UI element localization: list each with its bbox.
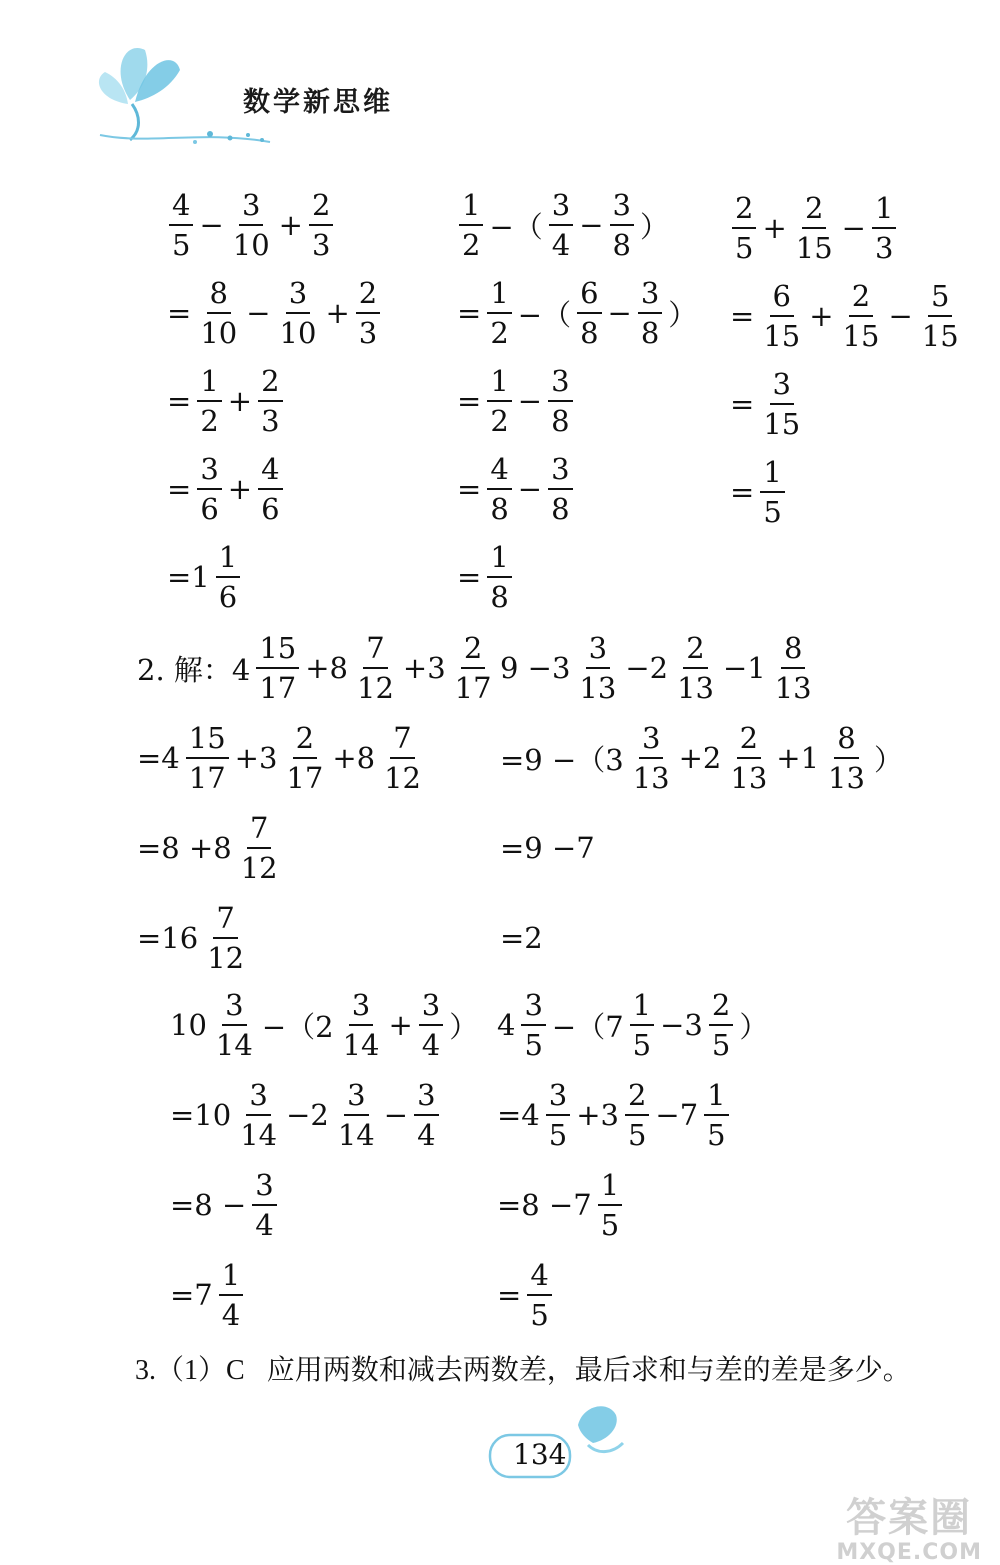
fraction-denominator: 15 <box>921 318 959 353</box>
fraction-numerator: 4 <box>258 455 282 490</box>
fraction-denominator: 15 <box>763 406 801 441</box>
fraction <box>487 363 511 438</box>
fraction-denominator: 14 <box>342 1027 380 1062</box>
expression-text: =16 <box>137 921 199 955</box>
expression-line <box>168 1077 443 1152</box>
expression-line <box>168 987 480 1062</box>
fraction-numerator: 1 <box>598 1171 622 1206</box>
expression-text: + <box>227 472 253 506</box>
fraction-denominator: 13 <box>730 760 768 795</box>
fraction <box>872 190 896 265</box>
expression-text: +3 <box>576 1098 619 1132</box>
fraction-denominator: 5 <box>735 230 754 265</box>
fraction-denominator: 14 <box>215 1027 253 1062</box>
expression-text: − <box>383 1098 409 1132</box>
fraction-numerator: 1 <box>487 543 511 578</box>
fraction-denominator: 8 <box>551 403 570 438</box>
fraction <box>548 363 572 438</box>
question-3-text: 应用两数和减去两数差，最后求和与差的差是多少。 <box>266 1355 911 1386</box>
fraction-denominator: 8 <box>490 491 509 526</box>
fraction-denominator: 17 <box>188 760 226 795</box>
fraction-denominator: 13 <box>632 760 670 795</box>
fraction-numerator: 2 <box>737 724 761 759</box>
fraction <box>709 987 733 1062</box>
expression-text: = <box>457 384 482 418</box>
fraction-numerator: 3 <box>344 1081 368 1116</box>
fraction <box>825 720 868 795</box>
expression-text: +8 <box>305 651 348 685</box>
fraction-denominator: 8 <box>580 315 599 350</box>
fraction <box>230 187 273 262</box>
expression-text: + <box>762 211 787 245</box>
expression-line <box>495 1257 556 1332</box>
fraction-numerator: 1 <box>487 279 511 314</box>
expression-text: =10 <box>170 1098 232 1132</box>
fraction-denominator: 8 <box>551 491 570 526</box>
fraction-numerator: 4 <box>527 1261 551 1296</box>
expression-line <box>455 451 577 526</box>
fraction-denominator: 5 <box>524 1027 543 1062</box>
fraction <box>919 278 962 353</box>
fraction-denominator: 2 <box>490 403 509 438</box>
fraction-numerator: 6 <box>770 282 794 317</box>
expression-text: 10 <box>170 1008 207 1042</box>
fraction-denominator: 4 <box>417 1117 436 1152</box>
fraction <box>772 630 815 705</box>
fraction <box>625 1077 649 1152</box>
expression-text: − <box>517 384 543 418</box>
expression-line <box>728 278 966 353</box>
expression-text: ） <box>668 297 698 332</box>
fraction <box>840 278 883 353</box>
expression-line <box>168 1167 281 1242</box>
fraction <box>459 187 483 262</box>
fraction-numerator: 1 <box>760 458 784 493</box>
fraction-numerator: 3 <box>197 455 221 490</box>
fraction <box>258 363 282 438</box>
fraction-denominator: 12 <box>207 940 245 975</box>
fraction-denominator: 2 <box>462 227 481 262</box>
fraction-denominator: 15 <box>763 318 801 353</box>
fraction-numerator: 2 <box>709 991 733 1026</box>
fraction <box>381 720 424 795</box>
expression-text: +1 <box>776 741 820 775</box>
expression-text: + <box>227 384 253 418</box>
fraction-denominator: 17 <box>259 670 297 705</box>
fraction-numerator: 1 <box>219 1261 243 1296</box>
expression-text: =4 <box>137 741 180 775</box>
expression-text: − <box>579 208 604 242</box>
fraction-numerator: 3 <box>521 991 545 1026</box>
expression-text: =4 <box>497 1098 540 1132</box>
fraction-denominator: 4 <box>421 1027 441 1062</box>
fraction-denominator: 10 <box>232 227 270 262</box>
expression-text: +3 <box>402 651 446 685</box>
expression-text: =7 <box>170 1278 213 1312</box>
fraction <box>238 810 281 885</box>
expression-line <box>165 451 287 526</box>
expression-text: 9 −3 <box>500 651 571 685</box>
fraction-numerator: 3 <box>286 279 310 314</box>
fraction-denominator: 5 <box>763 494 782 529</box>
expression-text: +2 <box>678 741 722 775</box>
expression-line <box>728 454 789 529</box>
expression-line <box>135 900 251 975</box>
fraction-numerator: 1 <box>872 194 896 229</box>
fraction-denominator: 13 <box>677 670 714 705</box>
fraction-denominator: 5 <box>600 1207 620 1242</box>
expression-text: ） <box>739 1009 769 1044</box>
expression-text: + <box>325 296 350 330</box>
expression-line <box>135 630 499 705</box>
fraction <box>576 630 619 705</box>
expression-text: + <box>388 1008 413 1042</box>
expression-text: −7 <box>655 1098 699 1132</box>
fraction-numerator: 2 <box>849 282 873 317</box>
expression-line <box>135 720 428 795</box>
expression-text: − <box>199 208 224 242</box>
expression-text: =2 <box>500 921 543 955</box>
fraction <box>487 539 511 614</box>
watermark-text: 答案圈 <box>846 1495 973 1541</box>
fraction <box>487 451 511 526</box>
fraction <box>527 1257 551 1332</box>
fraction-denominator: 2 <box>490 315 509 350</box>
expression-line <box>455 275 699 350</box>
fraction-denominator: 14 <box>240 1117 278 1152</box>
fraction <box>237 1077 280 1152</box>
expression-text: = <box>457 560 482 594</box>
fraction <box>577 275 601 350</box>
fraction-denominator: 2 <box>200 403 219 438</box>
expression-text: = <box>497 1278 522 1312</box>
expression-text: − <box>888 299 913 333</box>
fraction <box>169 187 193 262</box>
fraction-denominator: 14 <box>337 1117 375 1152</box>
fraction-numerator: 2 <box>461 634 485 669</box>
expression-line <box>455 539 516 614</box>
expression-text: − <box>607 296 632 330</box>
fraction-numerator: 4 <box>169 191 193 226</box>
fraction-denominator: 4 <box>551 227 571 262</box>
fraction <box>548 451 572 526</box>
fraction-denominator: 5 <box>548 1117 568 1152</box>
fraction-denominator: 3 <box>261 403 280 438</box>
fraction <box>704 1077 728 1152</box>
expression-line <box>498 720 905 795</box>
fraction-denominator: 12 <box>384 760 421 795</box>
fraction-denominator: 12 <box>357 670 394 705</box>
fraction-numerator: 1 <box>197 367 221 402</box>
watermark-url: MXQE.COM <box>836 1540 982 1565</box>
fraction-denominator: 13 <box>828 760 865 795</box>
fraction-numerator: 3 <box>638 279 662 314</box>
fraction <box>356 275 380 350</box>
fraction-denominator: 3 <box>311 227 331 262</box>
fraction-numerator: 3 <box>222 991 246 1026</box>
fraction <box>197 275 240 350</box>
fraction-numerator: 2 <box>309 191 333 226</box>
expression-line <box>498 813 597 883</box>
fraction-numerator: 3 <box>239 191 263 226</box>
fraction-numerator: 4 <box>487 455 511 490</box>
fraction <box>219 1257 243 1332</box>
expression-text: − <box>841 211 866 245</box>
fraction <box>487 275 511 350</box>
expression-text: −2 <box>625 651 669 685</box>
fraction <box>549 187 573 262</box>
fraction-numerator: 6 <box>577 279 601 314</box>
fraction-denominator: 4 <box>255 1207 274 1242</box>
fraction <box>309 187 333 262</box>
fraction-denominator: 17 <box>286 760 324 795</box>
fraction <box>727 720 770 795</box>
fraction <box>521 987 545 1062</box>
fraction-numerator: 3 <box>770 370 794 405</box>
expression-text: = <box>457 472 482 506</box>
fraction-numerator: 3 <box>246 1081 270 1116</box>
fraction-denominator: 5 <box>632 1027 652 1062</box>
fraction <box>630 720 673 795</box>
expression-text: ） <box>873 742 903 777</box>
fraction-numerator: 1 <box>630 991 654 1026</box>
fraction <box>598 1167 622 1242</box>
expression-text: ） <box>639 209 669 244</box>
fraction-denominator: 5 <box>707 1117 726 1152</box>
fraction <box>197 363 221 438</box>
expression-text: −（ <box>489 209 543 244</box>
expression-line <box>495 1167 626 1242</box>
fraction <box>256 630 299 705</box>
fraction-denominator: 8 <box>612 227 631 262</box>
expression-line <box>168 1257 247 1332</box>
fraction <box>340 987 383 1062</box>
fraction <box>760 366 803 441</box>
expression-text: =8 −7 <box>497 1188 592 1222</box>
expression-text: = <box>167 384 192 418</box>
fraction-denominator: 8 <box>640 315 660 350</box>
expression-line <box>498 630 819 705</box>
fraction <box>674 630 717 705</box>
fraction-numerator: 2 <box>802 194 826 229</box>
expression-line <box>495 1077 733 1152</box>
fraction-numerator: 3 <box>610 191 634 226</box>
fraction-denominator: 13 <box>579 670 617 705</box>
question-3-label: 3.（1）C <box>135 1355 245 1386</box>
fraction-denominator: 15 <box>842 318 880 353</box>
fraction <box>546 1077 570 1152</box>
fraction-denominator: 17 <box>454 670 492 705</box>
fraction <box>204 900 247 975</box>
page-number: 134 <box>513 1438 567 1471</box>
fraction-numerator: 8 <box>834 724 858 759</box>
expression-text: −2 <box>286 1098 329 1132</box>
header-title: 数学新思维 <box>243 87 393 118</box>
fraction <box>610 187 634 262</box>
fraction-numerator: 8 <box>781 634 805 669</box>
expression-text: −（ <box>517 297 572 332</box>
fraction <box>258 451 282 526</box>
expression-text: 2. 解：4 <box>137 652 251 687</box>
expression-text: −3 <box>660 1008 703 1042</box>
fraction-numerator: 15 <box>186 724 229 759</box>
expression-text: = <box>167 296 192 330</box>
expression-text: + <box>278 208 303 242</box>
expression-text: ） <box>449 1009 479 1044</box>
fraction-numerator: 15 <box>256 634 299 669</box>
expression-text: = <box>457 296 482 330</box>
expression-text: =8 +8 <box>137 831 232 865</box>
expression-text: − <box>517 472 543 506</box>
fraction-numerator: 2 <box>293 724 317 759</box>
fraction-numerator: 3 <box>349 991 373 1026</box>
fraction-denominator: 5 <box>711 1027 731 1062</box>
fraction <box>283 720 326 795</box>
fraction-denominator: 6 <box>261 491 280 526</box>
fraction-denominator: 4 <box>221 1297 241 1332</box>
expression-text: −1 <box>722 651 766 685</box>
fraction-numerator: 3 <box>414 1081 438 1116</box>
fraction <box>452 630 495 705</box>
expression-text: + <box>809 299 834 333</box>
fraction-numerator: 3 <box>548 367 572 402</box>
expression-line <box>728 366 807 441</box>
fraction-numerator: 2 <box>258 367 282 402</box>
fraction-denominator: 5 <box>627 1117 647 1152</box>
fraction-denominator: 5 <box>172 227 191 262</box>
expression-text: =9 −7 <box>500 831 595 865</box>
expression-text: =8 − <box>170 1188 247 1222</box>
expression-text: = <box>730 299 755 333</box>
expression-text: = <box>730 387 755 421</box>
expression-line <box>728 190 900 265</box>
fraction-numerator: 1 <box>704 1081 728 1116</box>
fraction-denominator: 10 <box>279 315 317 350</box>
fraction <box>419 987 443 1062</box>
fraction <box>335 1077 378 1152</box>
expression-text: +3 <box>234 741 278 775</box>
fraction-numerator: 7 <box>363 634 387 669</box>
fraction <box>630 987 654 1062</box>
fraction <box>354 630 397 705</box>
fraction-numerator: 3 <box>252 1171 276 1206</box>
fraction <box>277 275 320 350</box>
fraction <box>252 1167 276 1242</box>
fraction <box>760 278 803 353</box>
expression-line <box>455 363 577 438</box>
expression-text: − <box>246 296 271 330</box>
expression-line <box>165 363 287 438</box>
fraction-numerator: 7 <box>390 724 414 759</box>
expression-line <box>135 810 285 885</box>
expression-line <box>165 539 244 614</box>
fraction <box>732 190 756 265</box>
expression-text: = <box>167 472 192 506</box>
expression-text: =1 <box>167 560 210 594</box>
fraction-numerator: 7 <box>213 904 237 939</box>
fraction <box>414 1077 438 1152</box>
fraction <box>213 987 256 1062</box>
fraction <box>186 720 229 795</box>
expression-text: +8 <box>332 741 376 775</box>
expression-text: = <box>730 475 755 509</box>
fraction-numerator: 3 <box>586 634 610 669</box>
fraction-numerator: 2 <box>732 194 756 229</box>
fraction <box>638 275 662 350</box>
fraction-numerator: 1 <box>216 543 240 578</box>
fraction <box>216 539 240 614</box>
fraction-denominator: 8 <box>490 579 509 614</box>
fraction-numerator: 3 <box>549 191 573 226</box>
fraction <box>197 451 221 526</box>
fraction-numerator: 8 <box>207 279 231 314</box>
question-3 <box>135 1348 911 1388</box>
fraction-denominator: 15 <box>795 230 833 265</box>
fraction-denominator: 10 <box>200 315 238 350</box>
fraction-denominator: 3 <box>874 230 894 265</box>
expression-line <box>165 187 337 262</box>
fraction-numerator: 3 <box>548 455 572 490</box>
fraction-numerator: 2 <box>356 279 380 314</box>
fraction-numerator: 3 <box>546 1081 570 1116</box>
fraction-denominator: 5 <box>530 1297 549 1332</box>
fraction-numerator: 3 <box>639 724 663 759</box>
watermark <box>836 1495 982 1565</box>
expression-line <box>495 987 770 1062</box>
expression-text: −（2 <box>261 1009 334 1044</box>
fraction-numerator: 7 <box>247 814 271 849</box>
expression-line <box>498 903 545 973</box>
fraction-numerator: 2 <box>625 1081 649 1116</box>
expression-text: 4 <box>497 1008 516 1042</box>
fraction-denominator: 6 <box>200 491 219 526</box>
expression-text: =9 −（3 <box>500 742 624 777</box>
fraction-denominator: 13 <box>774 670 812 705</box>
fraction-numerator: 2 <box>683 634 707 669</box>
expression-line <box>455 187 671 262</box>
fraction-denominator: 3 <box>358 315 378 350</box>
expression-line <box>165 275 384 350</box>
expression-text: −（7 <box>551 1009 624 1044</box>
fraction-numerator: 1 <box>459 191 483 226</box>
fraction-numerator: 3 <box>419 991 443 1026</box>
fraction <box>760 454 784 529</box>
fraction <box>793 190 836 265</box>
fraction-denominator: 12 <box>240 850 278 885</box>
fraction-denominator: 6 <box>218 579 238 614</box>
fraction-numerator: 1 <box>487 367 511 402</box>
fraction-numerator: 5 <box>928 282 952 317</box>
